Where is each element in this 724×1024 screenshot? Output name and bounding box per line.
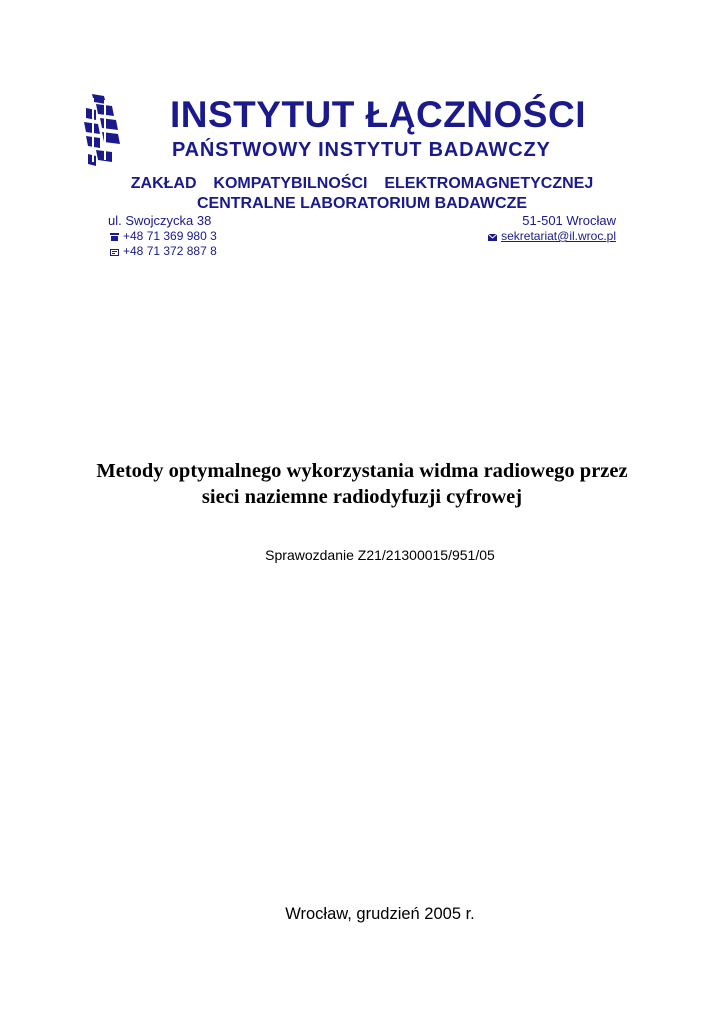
- envelope-icon: [488, 233, 497, 241]
- report-title-line-2: sieci naziemne radiodyfuzji cyfrowej: [201, 486, 523, 508]
- phone-number-text: +48 71 369 980 3: [123, 229, 217, 243]
- email-contact: [488, 229, 616, 244]
- fax-icon: [110, 248, 119, 256]
- report-title-line-1: Metody optymalnego wykorzystania widma radiowego przez: [96, 460, 628, 482]
- fax-number: [110, 244, 217, 259]
- street-address: ul. Swojczycka 38: [108, 213, 212, 228]
- laboratory-name: CENTRALNE LABORATORIUM BADAWCZE: [196, 195, 528, 212]
- institute-subtitle: PAŃSTWOWY INSTYTUT BADAWCZY: [172, 139, 551, 161]
- report-title: [0, 458, 724, 510]
- department-name: ZAKŁAD KOMPATYBILNOŚCI ELEKTROMAGNETYCZNEJ: [130, 175, 594, 192]
- phone-number: [110, 229, 217, 244]
- phone-icon: [110, 233, 119, 241]
- email-link[interactable]: sekretariat@il.wroc.pl: [501, 229, 616, 243]
- postal-city: 51-501 Wrocław: [522, 213, 616, 228]
- report-number: Sprawozdanie Z21/21300015/951/05: [265, 547, 495, 563]
- place-and-date: Wrocław, grudzień 2005 r.: [285, 905, 475, 923]
- institute-logo-icon: [82, 94, 122, 166]
- institute-name: INSTYTUT ŁĄCZNOŚCI: [170, 94, 586, 135]
- fax-number-text: +48 71 372 887 8: [123, 244, 217, 258]
